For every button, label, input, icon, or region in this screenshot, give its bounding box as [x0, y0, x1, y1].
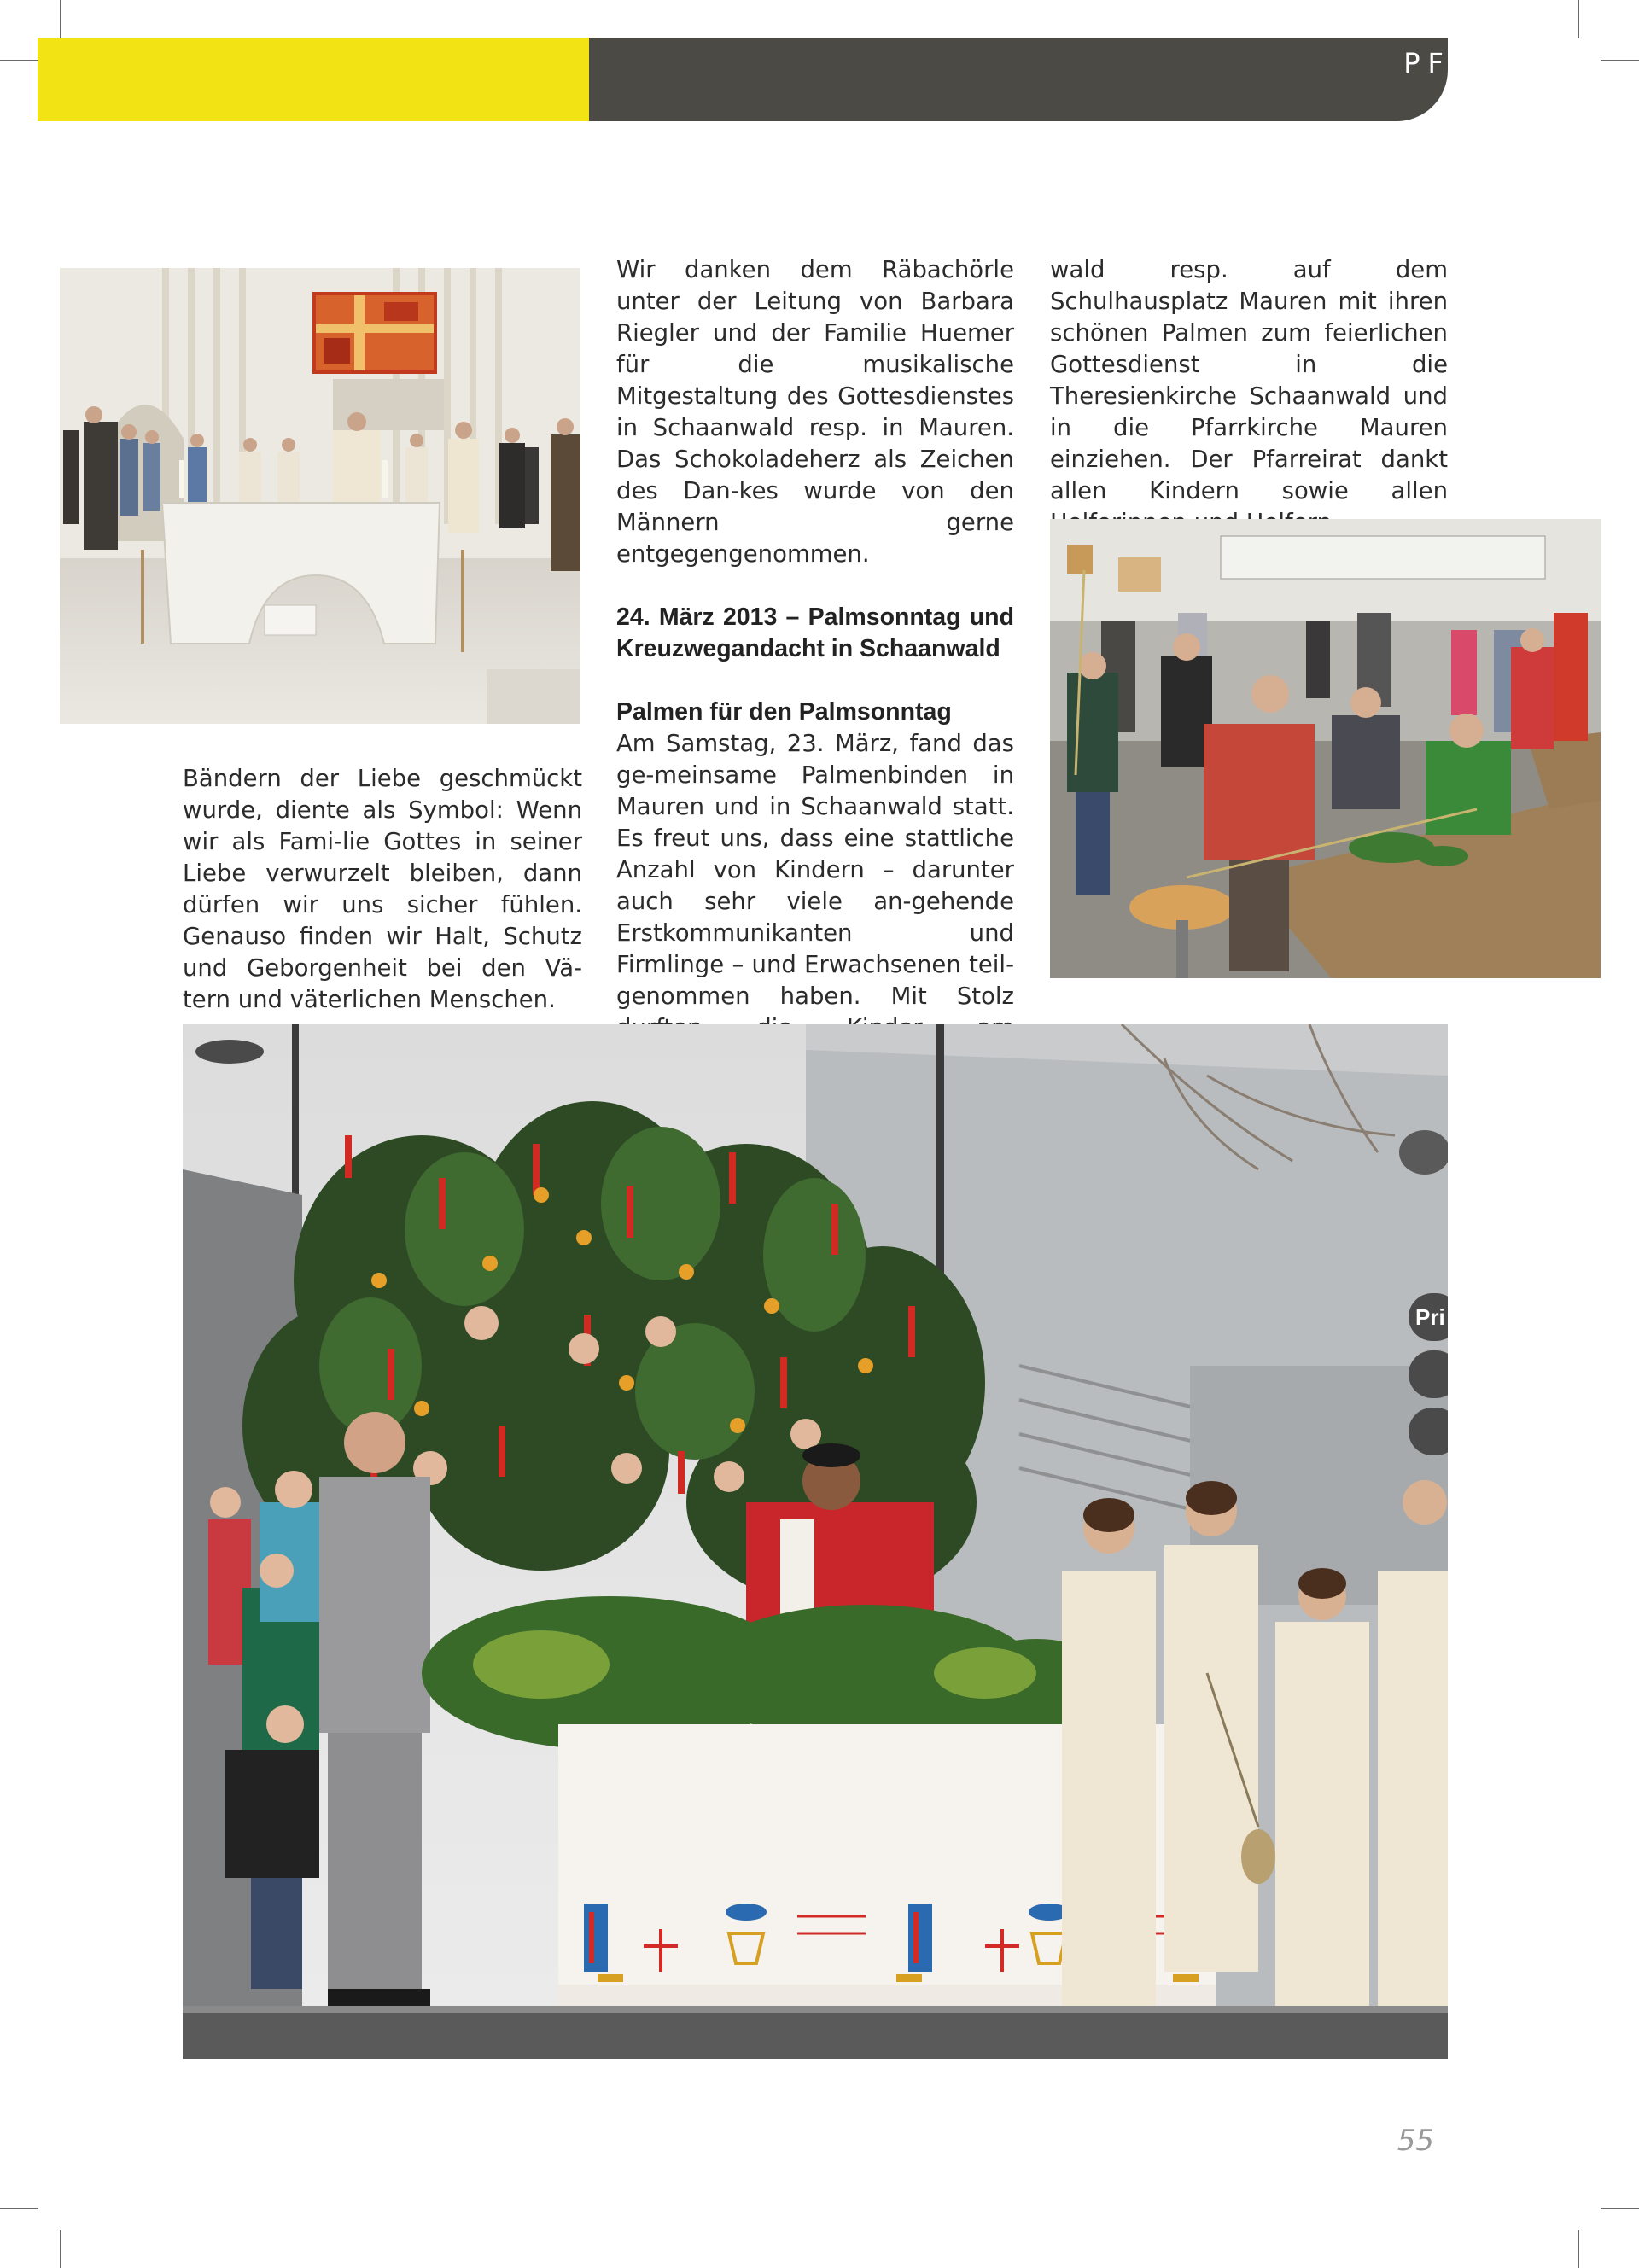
- body-paragraph: Am Samstag, 23. März, fand das ge-meinsame Palmenbinden in Mauren und in Schaanwald statt. Es freut uns, dass eine stattliche Anzahl von Kindern – darunter auch sehr viele an-gehende Erstkommunikanten und Firmlinge – und Erwachsenen teil-genommen haben. Mit Stolz: [616, 730, 1014, 1010]
- paragraph: Bändern der Liebe geschmückt wurde, diente als Symbol: Wenn wir als Fami-lie Gottes in seiner Liebe verwurzelt bleiben, dann dürfen wir uns sicher fühlen. Genauso finden wir Halt, Schutz und Geborgenheit bei den Vä-tern und väterlichen Menschen.: [183, 765, 582, 1013]
- crop-mark: [0, 2208, 38, 2209]
- crop-mark: [1601, 60, 1639, 61]
- crop-mark: [0, 60, 38, 61]
- column-right-text: [1050, 254, 1448, 539]
- crop-mark: [60, 0, 61, 38]
- church-interior-photo: [60, 268, 580, 724]
- crop-mark: [1578, 0, 1579, 38]
- header-dark-bar: [589, 38, 1448, 121]
- header-yellow-bar: [38, 38, 589, 121]
- column-middle: [616, 254, 1014, 1107]
- crop-mark: [1601, 2208, 1639, 2209]
- section-label: PFARREI: [1403, 47, 1569, 79]
- sign-text: Pri: [1415, 1304, 1445, 1330]
- crop-mark: [1578, 2230, 1579, 2268]
- palm-sunday-procession-photo: [183, 1024, 1448, 2059]
- intro-paragraph: Wir danken dem Räbachörle unter der Leitung von Barbara Riegler und der Familie Huemer für die musikalische Mitgestaltung des Gottesdienstes in Schaanwald resp. in Mauren. Das Schokoladeherz als Zeichen des Dan-kes wurde von den Männern gerne entgegengenommen.: [616, 256, 1014, 568]
- column-left-text: [183, 763, 582, 1016]
- paragraph: wald resp. auf dem Schulhausplatz Mauren mit ihren schönen Palmen zum feierlichen Gottesdienst in die Theresienkirche Schaanwald und in die Pfarrkirche Mauren einziehen. Der Pfarreirat dankt allen Kindern sowie allen: [1050, 256, 1448, 504]
- article-heading: 24. März 2013 – Palmsonntag und Kreuzwegandacht in Schaanwald: [616, 603, 1014, 662]
- article-subheading: Palmen für den Palmsonntag: [616, 698, 952, 726]
- crop-mark: [60, 2230, 61, 2268]
- page-number: 55: [1397, 2124, 1434, 2158]
- palm-binding-workshop-photo: [1050, 519, 1601, 978]
